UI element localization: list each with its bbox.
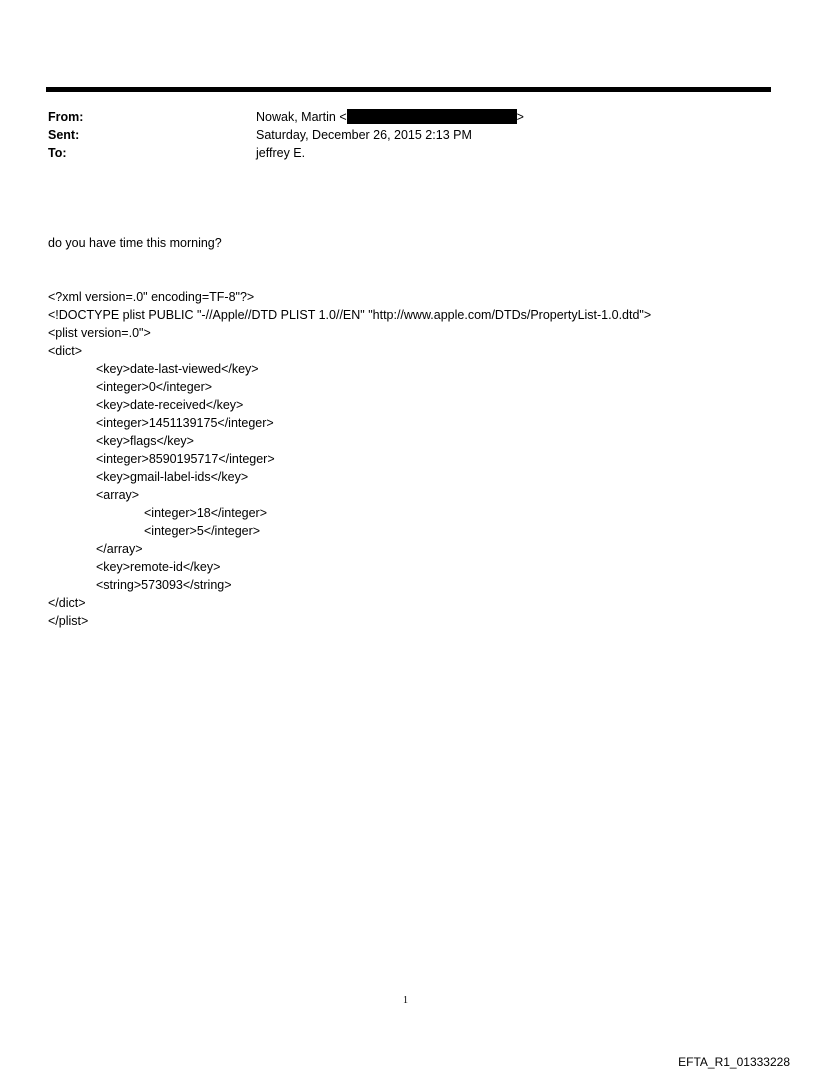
from-value <box>256 108 524 126</box>
xml-line: <dict> <box>48 344 83 358</box>
from-close: > <box>516 110 524 124</box>
xml-line: <!DOCTYPE plist PUBLIC "-//Apple//DTD PLIST 1.0//EN" "http://www.apple.com/DTDs/PropertyList-1.0.dtd"> <box>48 308 652 322</box>
message-body: do you have time this morning? <box>48 236 222 250</box>
sent-value: Saturday, December 26, 2015 2:13 PM <box>256 128 472 142</box>
xml-line: <integer>1451139175</integer> <box>96 416 274 430</box>
xml-line: <key>remote-id</key> <box>96 560 221 574</box>
xml-line: <key>date-last-viewed</key> <box>96 362 259 376</box>
sent-label: Sent: <box>48 128 80 142</box>
page-number: 1 <box>403 995 408 1006</box>
to-label: To: <box>48 146 67 160</box>
xml-line: <integer>5</integer> <box>144 524 261 538</box>
xml-line: </plist> <box>48 614 89 628</box>
xml-line: <key>flags</key> <box>96 434 194 448</box>
xml-line: <key>date-received</key> <box>96 398 244 412</box>
xml-line: </dict> <box>48 596 86 610</box>
header-rule <box>46 87 771 92</box>
xml-line: <array> <box>96 488 140 502</box>
xml-line: <string>573093</string> <box>96 578 232 592</box>
redaction-bar <box>347 109 517 124</box>
xml-line: <integer>0</integer> <box>96 380 213 394</box>
from-name: Nowak, Martin < <box>256 110 347 124</box>
to-value: jeffrey E. <box>256 146 306 160</box>
xml-line: <integer>18</integer> <box>144 506 268 520</box>
xml-line: <key>gmail-label-ids</key> <box>96 470 249 484</box>
xml-line: </array> <box>96 542 143 556</box>
document-id: EFTA_R1_01333228 <box>678 1055 790 1069</box>
xml-line: <plist version=.0"> <box>48 326 151 340</box>
xml-line: <?xml version=.0" encoding=TF-8"?> <box>48 290 255 304</box>
xml-line: <integer>8590195717</integer> <box>96 452 275 466</box>
from-label: From: <box>48 110 84 124</box>
